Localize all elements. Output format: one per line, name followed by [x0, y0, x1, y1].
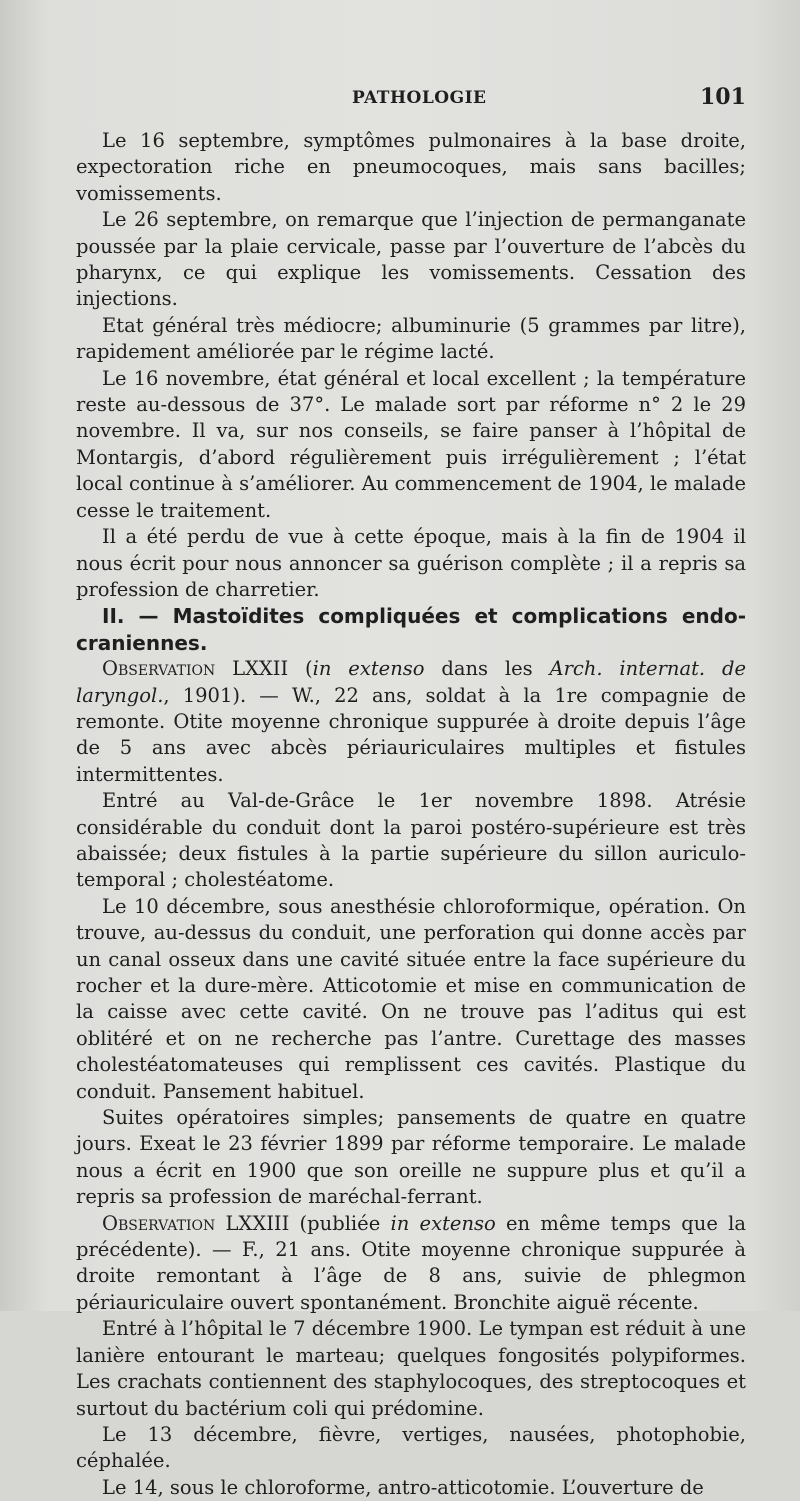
running-title: PATHOLOGIE	[352, 88, 487, 108]
paragraph: Le 10 décembre, sous anesthésie chloroformique, opération. On trouve, au-dessus du conduit, une perforation qui donne accès par un canal osseux dans une cavité située entre la face supérieure du rocher et la dure-mère. Atticotomie et mise en communication de la caisse avec cette cavité. On ne trouve pas l’aditus qui est oblitéré et on ne recherche pas l’antre. Curettage des masses cholestéatomateuses qui remplissent ces cavités. Plastique du conduit. Pansement habituel.	[76, 894, 746, 1103]
paragraph: Suites opératoires simples; pansements de quatre en quatre jours. Exeat le 23 février 1899 par réforme temporaire. Le malade nous a écrit en 1900 que son oreille ne suppure plus et qu’il a repris sa profession de maréchal-ferrant.	[76, 1106, 746, 1209]
section-heading: II. — Mastoïdites compliquées et complications endo-craniennes.	[76, 604, 746, 655]
page-number: 101	[700, 84, 746, 110]
page-body	[76, 128, 746, 1501]
observation-ref-text: dans les	[424, 657, 550, 681]
observation-summary: en même temps que la précédente). — F., 21 ans. Otite moyenne chronique suppurée à droite remontant à l’âge de 8 ans, suivie de phlegmon périauriculaire ouvert spontanément. Bronchite aiguë récente.	[76, 1211, 746, 1314]
observation-ref-text: (publiée	[289, 1211, 391, 1235]
paragraph: Etat général très médiocre; albuminurie (5 grammes par litre), rapidement améliorée par le régime lacté.	[76, 313, 746, 364]
paragraph: Le 16 septembre, symptômes pulmonaires à la base droite, expectoration riche en pneumocoques, mais sans bacilles; vomissements.	[76, 129, 746, 205]
paragraph: Le 26 septembre, on remarque que l’injection de permanganate poussée par la plaie cervicale, passe par l’ouverture de l’abcès du pharynx, ce qui explique les vomissements. Cessation des injections.	[76, 208, 746, 311]
paragraph: Entré au Val-de-Grâce le 1er novembre 1898. Atrésie considérable du conduit dont la paroi postéro-supérieure est très abaissée; deux fistules à la partie supérieure du sillon auriculo-temporal ; cholestéatome.	[76, 789, 746, 892]
journal-title: Arch. internat. de laryngol.	[76, 657, 746, 707]
page-header	[0, 86, 800, 114]
paragraph: Il a été perdu de vue à cette époque, mais à la fin de 1904 il nous écrit pour nous annoncer sa guérison complète ; il a repris sa profession de charretier.	[76, 525, 746, 601]
observation-label: Observation	[102, 657, 216, 681]
observation-ref-italic: in extenso	[390, 1211, 496, 1235]
observation-ref-italic: in extenso	[312, 657, 425, 681]
observation-ref-text: (	[288, 657, 313, 681]
paragraph: Le 16 novembre, état général et local excellent ; la température reste au-dessous de 37°. Le malade sort par réforme n° 2 le 29 novembre. Il va, sur nos conseils, se faire panser à l’hôpital de Montargis, d’abord régulièrement puis irrégulièrement ; l’état local continue à s’améliorer. Au commencement de 1904, le malade cesse le traitement.	[76, 366, 746, 522]
observation-number: LXXII	[232, 657, 289, 681]
observation-72	[76, 656, 746, 788]
paragraph: Le 14, sous le chloroforme, antro-atticotomie. L’ouverture de	[102, 1475, 704, 1499]
observation-label: Observation	[102, 1211, 216, 1235]
observation-summary: , 1901). — W., 22 ans, soldat à la 1re compagnie de remonte. Otite moyenne chronique suppurée à droite depuis l’âge de 5 ans avec abcès périauriculaires multiples et fistules intermittentes.	[76, 683, 746, 786]
paragraph: Entré à l’hôpital le 7 décembre 1900. Le tympan est réduit à une lanière entourant le marteau; quelques fongosités polypiformes. Les crachats contiennent des staphylocoques, des streptocoques et surtout du bactérium coli qui prédomine.	[76, 1317, 746, 1420]
observation-number: LXXIII	[225, 1211, 290, 1235]
observation-73	[76, 1211, 746, 1317]
paragraph: Le 13 décembre, fièvre, vertiges, nausées, photophobie, céphalée.	[76, 1422, 746, 1473]
